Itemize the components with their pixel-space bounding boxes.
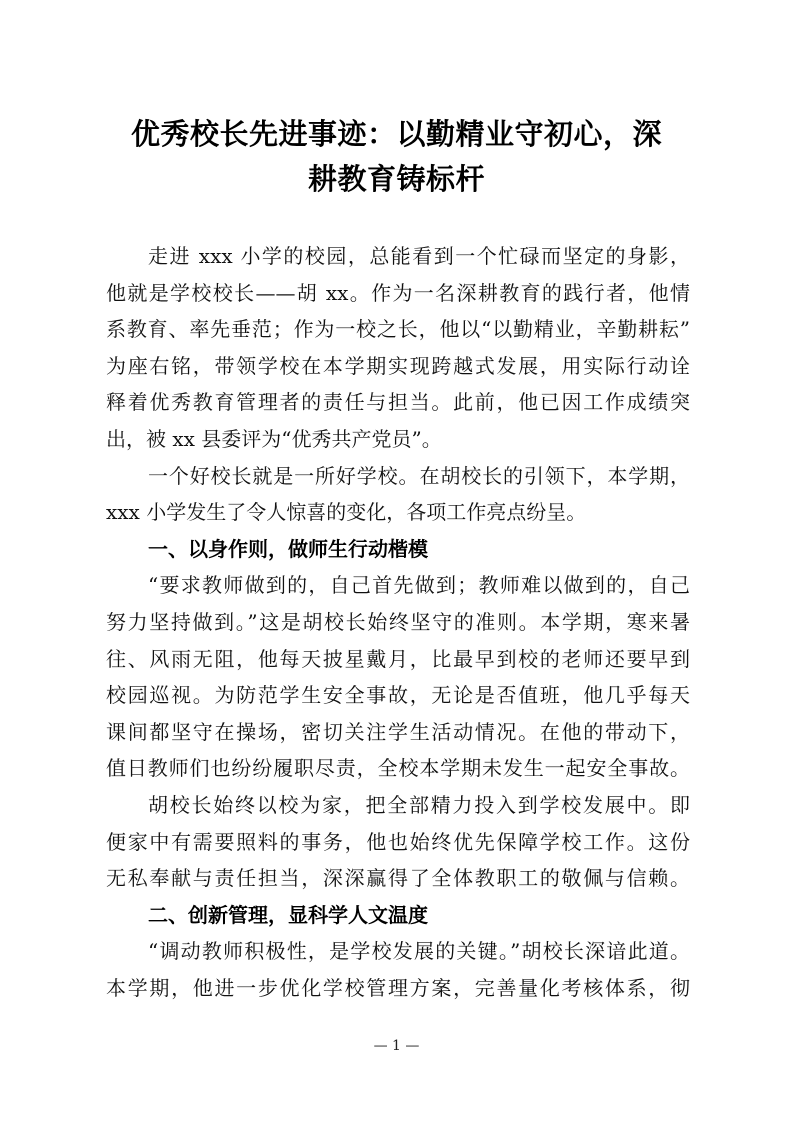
section-heading: 一、以身作则，做师生行动楷模 — [148, 536, 428, 561]
title-line-1: 优秀校长先进事迹：以勤精业守初心，深 — [130, 117, 662, 151]
title-line-2: 耕教育铸标杆 — [307, 162, 485, 196]
paragraph-line: 便家中有需要照料的事务，他也始终优先保障学校工作。这份 — [106, 829, 690, 854]
paragraph-line: 释着优秀教育管理者的责任与担当。此前，他已因工作成绩突 — [106, 390, 690, 415]
paragraph-line: 走进 xxx 小学的校园，总能看到一个忙碌而坚定的身影， — [148, 244, 690, 268]
paragraph-line: 本学期，他进一步优化学校管理方案，完善量化考核体系，彻 — [106, 976, 690, 1000]
paragraph-line: 他就是学校校长——胡 xx。作为一名深耕教育的践行者，他情 — [106, 280, 690, 305]
paragraph-line: 课间都坚守在操场，密切关注学生活动情况。在他的带动下， — [106, 719, 690, 744]
paragraph-line: 出，被 xx 县委评为“优秀共产党员”。 — [106, 427, 442, 451]
paragraph-line: 校园巡视。为防范学生安全事故，无论是否值班，他几乎每天 — [106, 683, 690, 708]
paragraph-line: xxx 小学发生了令人惊喜的变化，各项工作亮点纷呈。 — [106, 500, 587, 525]
paragraph-line: 往、风雨无阻，他每天披星戴月，比最早到校的老师还要早到 — [106, 646, 690, 671]
paragraph-line: 系教育、率先垂范；作为一校之长，他以“以勤精业，辛勤耕耘” — [106, 317, 690, 342]
paragraph-line: 一个好校长就是一所好学校。在胡校长的引领下，本学期， — [148, 463, 690, 488]
paragraph-line: “要求教师做到的，自己首先做到；教师难以做到的，自己 — [148, 573, 690, 598]
section-heading: 二、创新管理，显科学人文温度 — [148, 902, 428, 927]
document-title — [100, 112, 693, 202]
paragraph-line: 努力坚持做到。”这是胡校长始终坚守的准则。本学期，寒来暑 — [106, 610, 690, 634]
paragraph-line: 为座右铭，带领学校在本学期实现跨越式发展，用实际行动诠 — [106, 353, 690, 378]
paragraph-line: 值日教师们也纷纷履职尽责，全校本学期未发生一起安全事故。 — [106, 756, 690, 781]
paragraph-line: “调动教师积极性，是学校发展的关键。”胡校长深谙此道。 — [148, 939, 690, 964]
paragraph-line: 无私奉献与责任担当，深深赢得了全体教职工的敬佩与信赖。 — [106, 866, 690, 891]
paragraph-line: 胡校长始终以校为家，把全部精力投入到学校发展中。即 — [148, 793, 690, 817]
page-number: — 1 — — [373, 1038, 420, 1054]
